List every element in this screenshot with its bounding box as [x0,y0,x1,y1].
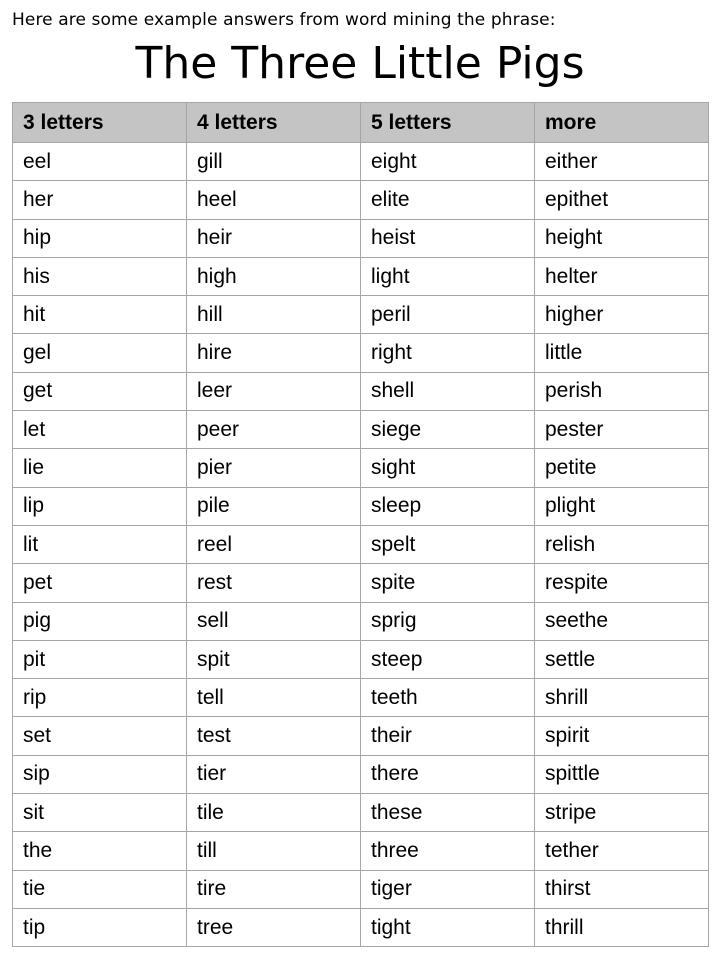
table-cell-five-letter-word: sleep [361,487,535,525]
table-cell-longer-word: petite [535,449,709,487]
table-cell-four-letter-word: spit [187,640,361,678]
table-row [13,564,709,602]
table-cell-four-letter-word: gill [187,143,361,181]
table-cell-five-letter-word: heist [361,219,535,257]
table-row [13,411,709,449]
table-row [13,143,709,181]
table-cell-three-letter-word: pig [13,602,187,640]
table-cell-three-letter-word: let [13,411,187,449]
table-cell-four-letter-word: tile [187,794,361,832]
table-cell-four-letter-word: sell [187,602,361,640]
table-cell-five-letter-word: eight [361,143,535,181]
table-cell-four-letter-word: hill [187,296,361,334]
header-5-letters: 5 letters [361,103,535,143]
table-cell-three-letter-word: get [13,372,187,410]
table-row [13,640,709,678]
table-cell-three-letter-word: gel [13,334,187,372]
table-cell-longer-word: helter [535,257,709,295]
table-cell-three-letter-word: pet [13,564,187,602]
table-cell-four-letter-word: heir [187,219,361,257]
table-row [13,832,709,870]
table-cell-five-letter-word: steep [361,640,535,678]
table-cell-longer-word: spirit [535,717,709,755]
table-cell-four-letter-word: pier [187,449,361,487]
table-cell-three-letter-word: sit [13,794,187,832]
page-title: The Three Little Pigs [135,38,585,89]
table-row [13,449,709,487]
table-row [13,181,709,219]
table-cell-longer-word: thrill [535,908,709,946]
table-cell-longer-word: little [535,334,709,372]
table-row [13,794,709,832]
table-row [13,870,709,908]
table-row [13,755,709,793]
table-row [13,219,709,257]
table-cell-longer-word: perish [535,372,709,410]
table-cell-three-letter-word: lip [13,487,187,525]
header-more: more [535,103,709,143]
table-row [13,257,709,295]
header-row [13,103,709,143]
table-row [13,487,709,525]
table-cell-five-letter-word: siege [361,411,535,449]
table-cell-three-letter-word: rip [13,679,187,717]
table-cell-longer-word: thirst [535,870,709,908]
table-cell-five-letter-word: tiger [361,870,535,908]
table-row [13,296,709,334]
table-cell-three-letter-word: hit [13,296,187,334]
table-cell-four-letter-word: test [187,717,361,755]
table-cell-three-letter-word: his [13,257,187,295]
table-cell-four-letter-word: hire [187,334,361,372]
table-cell-longer-word: pester [535,411,709,449]
header-3-letters: 3 letters [13,103,187,143]
table-row [13,602,709,640]
table-cell-five-letter-word: three [361,832,535,870]
table-cell-five-letter-word: light [361,257,535,295]
table-cell-longer-word: relish [535,525,709,563]
table-cell-longer-word: height [535,219,709,257]
intro-text: Here are some example answers from word mining the phrase: [12,10,556,30]
table-cell-three-letter-word: the [13,832,187,870]
table-cell-three-letter-word: pit [13,640,187,678]
table-header [13,103,709,143]
table-cell-longer-word: seethe [535,602,709,640]
word-table [12,102,709,947]
table-cell-four-letter-word: pile [187,487,361,525]
table-row [13,679,709,717]
table-cell-four-letter-word: tell [187,679,361,717]
table-cell-three-letter-word: lit [13,525,187,563]
table-cell-three-letter-word: eel [13,143,187,181]
table-cell-longer-word: stripe [535,794,709,832]
table-cell-longer-word: higher [535,296,709,334]
table-cell-four-letter-word: tire [187,870,361,908]
table-cell-five-letter-word: sprig [361,602,535,640]
table-cell-three-letter-word: set [13,717,187,755]
table-cell-five-letter-word: peril [361,296,535,334]
table-cell-five-letter-word: shell [361,372,535,410]
table-cell-five-letter-word: teeth [361,679,535,717]
table-cell-longer-word: plight [535,487,709,525]
table-cell-four-letter-word: leer [187,372,361,410]
table-cell-longer-word: settle [535,640,709,678]
table-cell-three-letter-word: sip [13,755,187,793]
table-cell-longer-word: spittle [535,755,709,793]
table-cell-three-letter-word: her [13,181,187,219]
table-cell-three-letter-word: tie [13,870,187,908]
table-cell-three-letter-word: tip [13,908,187,946]
table-cell-four-letter-word: tree [187,908,361,946]
table-cell-five-letter-word: spelt [361,525,535,563]
table-cell-five-letter-word: their [361,717,535,755]
table-cell-four-letter-word: till [187,832,361,870]
header-4-letters: 4 letters [187,103,361,143]
table-cell-four-letter-word: rest [187,564,361,602]
table-cell-four-letter-word: high [187,257,361,295]
table-row [13,908,709,946]
table-cell-four-letter-word: heel [187,181,361,219]
table-row [13,372,709,410]
table-cell-five-letter-word: elite [361,181,535,219]
table-cell-longer-word: either [535,143,709,181]
table-body [13,143,709,947]
table-cell-four-letter-word: reel [187,525,361,563]
table-cell-five-letter-word: these [361,794,535,832]
table-cell-three-letter-word: hip [13,219,187,257]
table-cell-five-letter-word: right [361,334,535,372]
table-cell-five-letter-word: sight [361,449,535,487]
table-cell-four-letter-word: peer [187,411,361,449]
table-cell-longer-word: tether [535,832,709,870]
table-cell-longer-word: shrill [535,679,709,717]
table-cell-longer-word: respite [535,564,709,602]
table-cell-five-letter-word: there [361,755,535,793]
table-cell-five-letter-word: tight [361,908,535,946]
table-row [13,334,709,372]
table-cell-four-letter-word: tier [187,755,361,793]
table-cell-three-letter-word: lie [13,449,187,487]
table-row [13,717,709,755]
table-cell-five-letter-word: spite [361,564,535,602]
table-row [13,525,709,563]
table-cell-longer-word: epithet [535,181,709,219]
